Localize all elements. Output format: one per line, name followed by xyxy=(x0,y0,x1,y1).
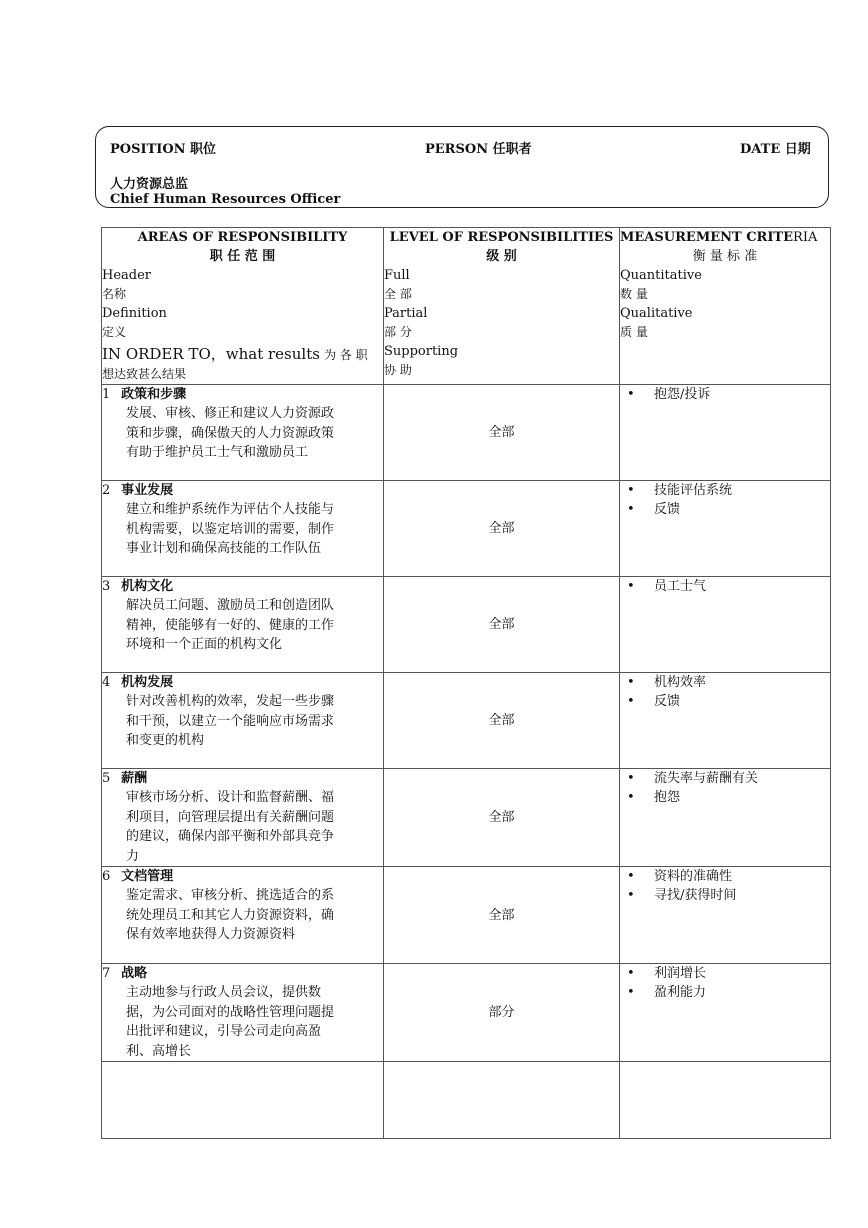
areas-order-line2: 想达致甚么结果 xyxy=(102,367,187,381)
header-areas xyxy=(102,228,384,385)
level-cell: 全部 xyxy=(384,481,620,577)
criteria-item: • 寻找/获得时间 xyxy=(654,886,830,905)
areas-line: 定义 xyxy=(102,325,127,339)
header-level xyxy=(384,228,620,385)
desc-line: 的建议，确保内部平衡和外部具竞争 xyxy=(126,829,335,844)
areas-order-small: 为 各 职 xyxy=(324,348,368,362)
desc-line: 力 xyxy=(126,848,140,864)
areas-line: 名称 xyxy=(102,287,127,301)
desc-line: 针对改善机构的效率，发起一些步骤 xyxy=(126,694,335,709)
criteria-item: • 抱怨 xyxy=(654,788,830,807)
measure-line: 数 量 xyxy=(620,287,648,301)
criteria-cell xyxy=(620,673,831,769)
measure-line: Qualitative xyxy=(620,306,693,321)
criteria-item: • 反馈 xyxy=(654,500,830,519)
criteria-cell xyxy=(620,769,831,867)
row-heading: 战略 xyxy=(121,966,148,981)
criteria-cell xyxy=(620,867,831,964)
measure-line: 质 量 xyxy=(620,325,648,339)
desc-line: 解决员工问题、激励员工和创造团队 xyxy=(126,598,335,613)
criteria-item: • 流失率与薪酬有关 xyxy=(654,769,830,788)
areas-title-en: AREAS OF RESPONSIBILITY xyxy=(137,230,348,245)
level-line: 全 部 xyxy=(384,287,412,301)
criteria-item: • 反馈 xyxy=(654,692,830,711)
desc-line: 据，为公司面对的战略性管理问题提 xyxy=(126,1004,335,1020)
row-number: 1 xyxy=(102,387,111,402)
criteria-item: • 技能评估系统 xyxy=(654,481,830,500)
desc-line: 保有效率地获得人力资源资料 xyxy=(126,927,296,942)
desc-line: 机构需要，以鉴定培训的需要，制作 xyxy=(126,521,335,537)
person-label: PERSON 任职者 xyxy=(425,142,532,157)
level-line: Supporting xyxy=(384,344,459,359)
desc-line: 出批评和建议，引导公司走向高盈 xyxy=(126,1024,322,1039)
areas-line: Definition xyxy=(102,306,167,321)
criteria-cell xyxy=(620,385,831,481)
measure-line: Quantitative xyxy=(620,268,702,283)
header-measure xyxy=(620,228,831,385)
empty-cell xyxy=(384,1062,620,1139)
level-line: Partial xyxy=(384,306,428,321)
row-number: 6 xyxy=(102,869,111,884)
desc-line: 精神，使能够有一好的、健康的工作 xyxy=(126,617,335,633)
area-cell xyxy=(102,385,384,481)
table-row xyxy=(102,577,831,673)
level-title-cn: 级 别 xyxy=(486,249,517,264)
level-cell: 全部 xyxy=(384,385,620,481)
criteria-item: • 利润增长 xyxy=(654,964,830,983)
row-heading: 机构发展 xyxy=(121,675,174,690)
desc-line: 利、高增长 xyxy=(126,1043,192,1059)
measure-title-rest: RIA xyxy=(793,230,818,245)
criteria-cell xyxy=(620,964,831,1062)
desc-line: 环境和一个正面的机构文化 xyxy=(126,637,283,652)
level-line: 协 助 xyxy=(384,363,412,377)
table-row xyxy=(102,481,831,577)
table-row xyxy=(102,964,831,1062)
desc-line: 事业计划和确保高技能的工作队伍 xyxy=(126,541,322,556)
desc-line: 和干预，以建立一个能响应市场需求 xyxy=(126,713,335,729)
area-cell xyxy=(102,577,384,673)
desc-line: 策和步骤，确保傲天的人力资源政策 xyxy=(126,425,335,441)
responsibility-table xyxy=(101,227,831,1139)
position-label: POSITION 职位 xyxy=(110,142,217,157)
row-number: 2 xyxy=(102,483,111,498)
row-heading: 薪酬 xyxy=(121,771,148,786)
level-cell: 全部 xyxy=(384,673,620,769)
position-box xyxy=(95,126,829,208)
level-cell: 全部 xyxy=(384,867,620,964)
empty-cell xyxy=(102,1062,384,1139)
area-cell xyxy=(102,769,384,867)
date-label: DATE 日期 xyxy=(740,142,811,157)
areas-line: Header xyxy=(102,268,152,283)
level-title-en: LEVEL OF RESPONSIBILITIES xyxy=(389,230,614,245)
table-row xyxy=(102,867,831,964)
row-heading: 事业发展 xyxy=(121,483,174,498)
criteria-item: • 机构效率 xyxy=(654,673,830,692)
level-cell: 部分 xyxy=(384,964,620,1062)
areas-order-text: IN ORDER TO，what results xyxy=(102,345,320,363)
area-cell xyxy=(102,964,384,1062)
desc-line: 和变更的机构 xyxy=(126,733,205,748)
table-row xyxy=(102,385,831,481)
desc-line: 主动地参与行政人员会议，提供数 xyxy=(126,985,322,1000)
row-heading: 机构文化 xyxy=(121,579,174,594)
area-cell xyxy=(102,867,384,964)
row-number: 5 xyxy=(102,771,111,786)
table-row xyxy=(102,673,831,769)
areas-title-cn: 职 任 范 围 xyxy=(209,249,276,264)
level-line: Full xyxy=(384,268,410,283)
desc-line: 审核市场分析、设计和监督薪酬、福 xyxy=(126,790,335,805)
criteria-item: • 资料的准确性 xyxy=(654,867,830,886)
desc-line: 利项目，向管理层提出有关薪酬问题 xyxy=(126,809,335,825)
empty-cell xyxy=(620,1062,831,1139)
criteria-cell xyxy=(620,577,831,673)
desc-line: 统处理员工和其它人力资源资料，确 xyxy=(126,907,335,923)
criteria-item: • 盈利能力 xyxy=(654,983,830,1002)
level-line: 部 分 xyxy=(384,325,412,339)
row-number: 4 xyxy=(102,675,111,690)
measure-title-bold: MEASUREMENT CRITE xyxy=(620,230,794,245)
row-heading: 政策和步骤 xyxy=(121,387,187,402)
table-row xyxy=(102,769,831,867)
empty-row xyxy=(102,1062,831,1139)
area-cell xyxy=(102,481,384,577)
desc-line: 发展、审核、修正和建议人力资源政 xyxy=(126,406,335,421)
desc-line: 有助于维护员工士气和激励员工 xyxy=(126,445,309,460)
level-cell: 全部 xyxy=(384,577,620,673)
criteria-item: • 员工士气 xyxy=(654,577,830,596)
desc-line: 建立和维护系统作为评估个人技能与 xyxy=(126,502,335,517)
measure-title-cn: 衡 量 标 准 xyxy=(692,249,758,264)
row-number: 7 xyxy=(102,966,111,981)
criteria-item: • 抱怨/投诉 xyxy=(654,385,830,404)
area-cell xyxy=(102,673,384,769)
position-title-en: Chief Human Resources Officer xyxy=(110,192,341,207)
position-title-cn: 人力资源总监 xyxy=(110,177,189,192)
row-number: 3 xyxy=(102,579,111,594)
header-row xyxy=(102,228,831,385)
row-heading: 文档管理 xyxy=(121,869,174,884)
level-cell: 全部 xyxy=(384,769,620,867)
desc-line: 鉴定需求、审核分析、挑选适合的系 xyxy=(126,888,335,903)
criteria-cell xyxy=(620,481,831,577)
